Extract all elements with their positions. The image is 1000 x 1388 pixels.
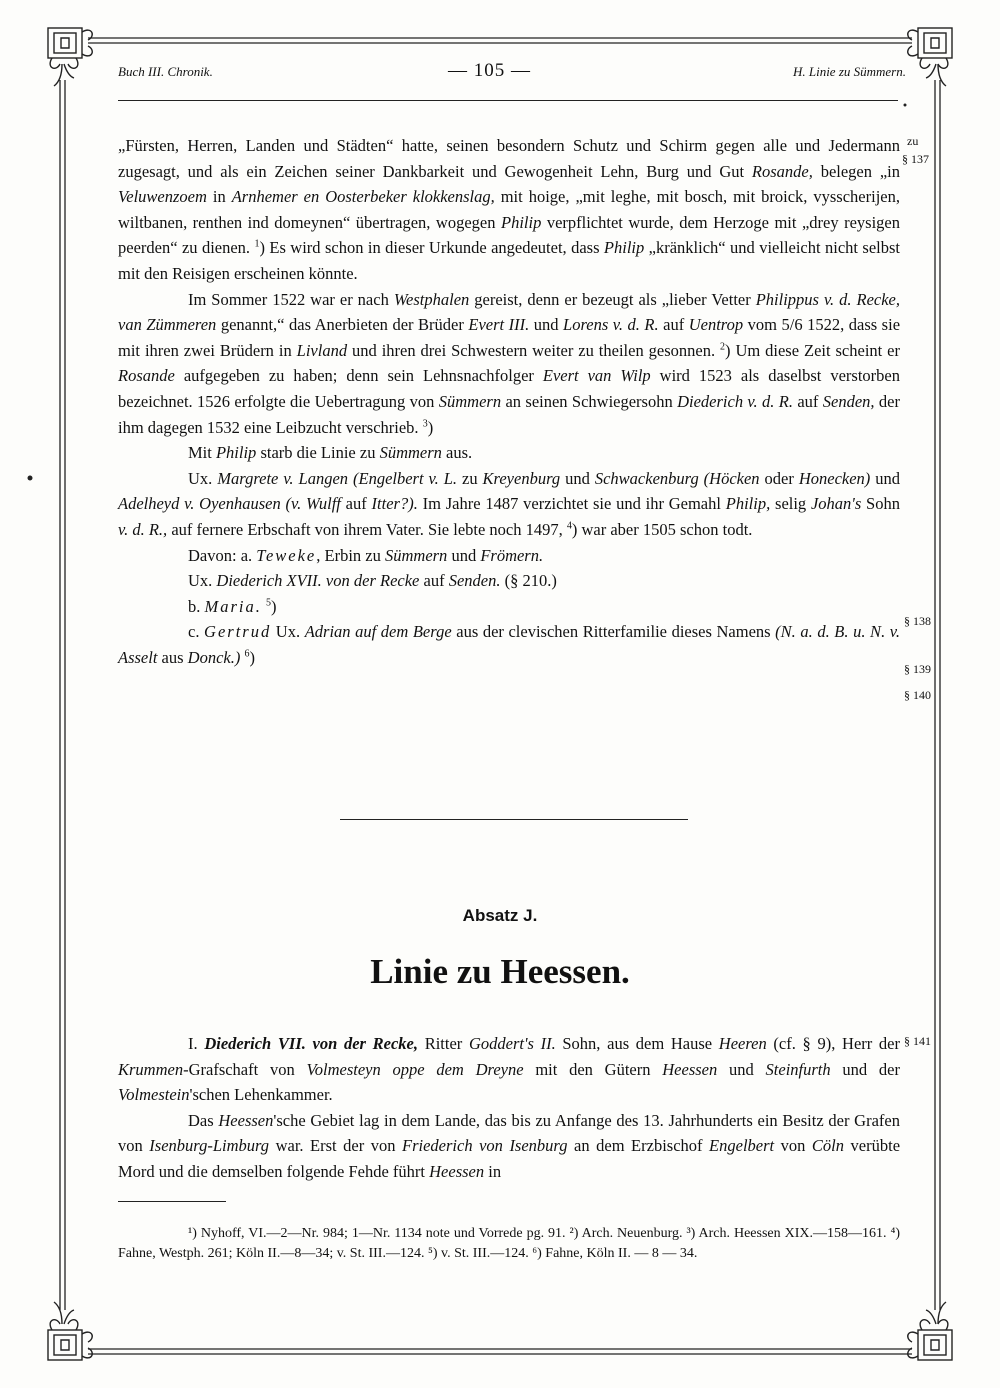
footnote-ref: 4	[566, 520, 572, 532]
margin-note-140: § 140	[904, 688, 931, 702]
corner-ornament-icon	[908, 28, 952, 86]
footnote-ref: 3	[422, 418, 428, 430]
paragraph: c. Gertrud Ux. Adrian auf dem Berge aus der clevischen Ritterfamilie dieses Namens (N. a. d. B. u. N. v. Asselt aus Donck.) $^6$)	[118, 622, 901, 667]
margin-note-141: § 141	[904, 1034, 931, 1048]
header-rule	[118, 100, 898, 101]
paragraph: b. Maria. $^5$)	[188, 596, 277, 616]
running-header	[118, 60, 906, 90]
margin-note-138: § 138	[904, 614, 931, 628]
corner-ornament-icon	[48, 28, 92, 86]
paragraph: Davon: a. Teweke, Erbin zu Sümmern und Frömern.	[188, 545, 544, 565]
header-book-title: Buch III. Chronik.	[118, 64, 213, 79]
margin-note-139: § 139	[904, 662, 931, 676]
header-section-title: H. Linie zu Sümmern.	[792, 64, 906, 79]
date-fraction: 5/6	[781, 315, 803, 335]
paragraph: I. Diederich VII. von der Recke, Ritter Goddert's II. Sohn, aus dem Hause Heeren (cf. § 9), Herr der Krummen-Grafschaft von Volmesteyn oppe dem Dreyne mit den Gütern Heessen und Steinfurth und der Volmestein'schen Lehenkammer.	[118, 1034, 901, 1105]
paragraph: Das Heessen'sche Gebiet lag in dem Lande, das bis zu Anfange des 13. Jahrhunderts ein Besitz der Grafen von Isenburg-Limburg war. Erst der von Friederich von Isenburg an dem Erzbischof Engelbert von Cöln verübte Mord und die demselben folgende Fehde führt Heessen in	[118, 1110, 901, 1181]
section-text	[118, 1031, 900, 1185]
footnote-ref: 6	[244, 648, 250, 660]
page-number: — 105 —	[448, 60, 531, 81]
footnote-ref: 5	[266, 597, 271, 609]
paragraph: „Fürsten, Herren, Landen und Städten“ hatte, seinen besondern Schutz und Schirm gegen alle und Jedermann zugesagt, und als ein Zeichen seiner Dankbarkeit und Gewogenheit Lehn, Burg und Gut Rosande, belegen „in Veluwenzoem in Arnhemer en Oosterbeker klokkenslag, mit hoige, „mit leghe, mit bosch, mit broick, vysscherijen, wiltbanen, renthen ind domeynen“ übertragen, wogegen Philip verpflichtet wurde, dem Herzoge mit „drey reysigen peerden“ zu dienen. $^1$) Es wird schon in dieser Urkunde angedeutet, dass Philip „kränklich“ und vielleicht nicht selbst mit den Reisigen erscheinen könnte.	[118, 136, 900, 283]
section-title: Linie zu Heessen.	[370, 952, 630, 991]
paragraph: Ux. Diederich XVII. von der Recke auf Senden. (§ 210.)	[188, 571, 557, 591]
main-text	[118, 133, 900, 670]
footnote-rule	[118, 1201, 226, 1202]
section-divider	[340, 819, 688, 820]
footnote-ref: 2	[720, 341, 726, 353]
footnotes	[118, 1224, 900, 1263]
paragraph: Im Sommer 1522 war er nach Westphalen gereist, denn er bezeugt als „lieber Vetter Philippus v. d. Recke, van Zümmeren genannt,“ das Anerbieten der Brüder Evert III. und Lorens v. d. R. auf Uentrop vom 5/6 1522, dass sie mit ihren zwei Brüdern in Livland und ihren drei Schwestern weiter zu theilen gesonnen. $^2$) Um diese Zeit scheint er Rosande aufgegeben zu haben; denn sein Lehnsnachfolger Evert van Wilp wird 1523 als daselbst verstorben bezeichnet. 1526 erfolgte die Uebertragung von Sümmern an seinen Schwiegersohn Diederich v. d. R. auf Senden, der ihm dagegen 1532 eine Leibzucht verschrieb. $^3$)	[118, 289, 901, 437]
paragraph: Mit Philip starb die Linie zu Sümmern aus.	[188, 443, 473, 463]
footnote-ref: 1	[254, 238, 260, 250]
section-label: Absatz J.	[462, 906, 538, 925]
paragraph: Ux. Margrete v. Langen (Engelbert v. L. zu Kreyenburg und Schwackenburg (Höcken oder Honecken) und Adelheyd v. Oyenhausen (v. Wulff auf Itter?). Im Jahre 1487 verzichtet sie und ihr Gemahl Philip, selig Johan's Sohn v. d. R., auf fernere Erbschaft von ihrem Vater. Sie lebte noch 1497, $^4$) war aber 1505 schon todt.	[118, 468, 901, 539]
margin-note-zu: zu	[907, 134, 919, 148]
corner-ornament-icon	[908, 1302, 952, 1360]
corner-ornament-icon	[48, 1302, 92, 1360]
margin-note-137: § 137	[902, 152, 929, 166]
footnote-text: ¹) Nyhoff, VI.—2—Nr. 984; 1—Nr. 1134 note und Vorrede pg. 91. ²) Arch. Neuenburg. ³) Arch. Heessen XIX.—158—161. ⁴) Fahne, Westph. 261; Köln II.—8—34; v. St. III.—124. ⁵) v. St. III.—124. ⁶) Fahne, Köln II. — 8 — 34.	[118, 1226, 900, 1261]
